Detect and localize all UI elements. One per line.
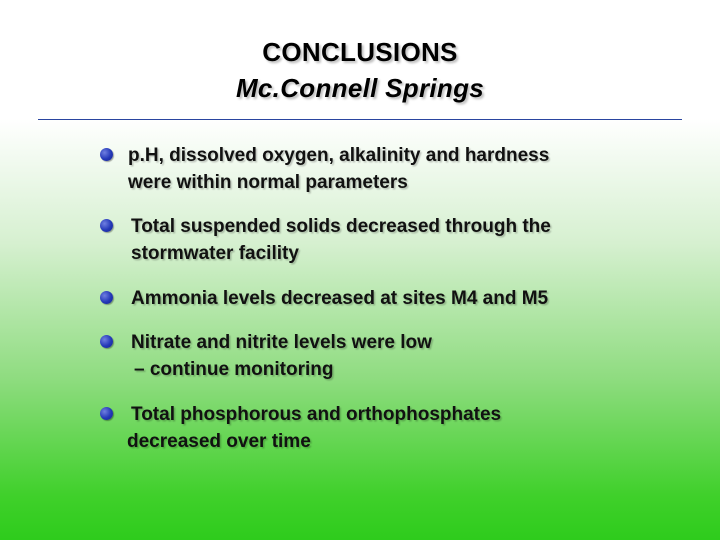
title-block xyxy=(0,34,720,106)
bullet-line: Nitrate and nitrite levels were low xyxy=(131,332,432,353)
bullet-dot-icon xyxy=(100,291,113,304)
bullet-line: Ammonia levels decreased at sites M4 and M5 xyxy=(131,288,549,309)
bullet-text xyxy=(131,285,548,312)
bullet-text xyxy=(128,142,549,196)
bullet-line: – continue monitoring xyxy=(134,359,334,380)
bullet-line: stormwater facility xyxy=(131,243,299,264)
bullet-text xyxy=(131,213,551,267)
bullet-line: were within normal parameters xyxy=(128,172,408,193)
bullet-dot-icon xyxy=(100,407,113,420)
title-divider xyxy=(38,119,682,120)
bullet-line: Total phosphorous and orthophosphates xyxy=(131,404,502,425)
bullet-line: decreased over time xyxy=(127,431,311,452)
bullet-line: p.H, dissolved oxygen, alkalinity and hardness xyxy=(128,145,550,166)
bullet-dot-icon xyxy=(100,219,113,232)
bullet-text xyxy=(131,329,432,383)
bullet-line: Total suspended solids decreased through the xyxy=(131,216,551,237)
bullet-dot-icon xyxy=(100,148,113,161)
bullet-text xyxy=(127,401,502,455)
slide-title: CONCLUSIONS xyxy=(262,37,458,67)
bullet-dot-icon xyxy=(100,335,113,348)
slide-subtitle: Mc.Connell Springs xyxy=(235,73,485,103)
